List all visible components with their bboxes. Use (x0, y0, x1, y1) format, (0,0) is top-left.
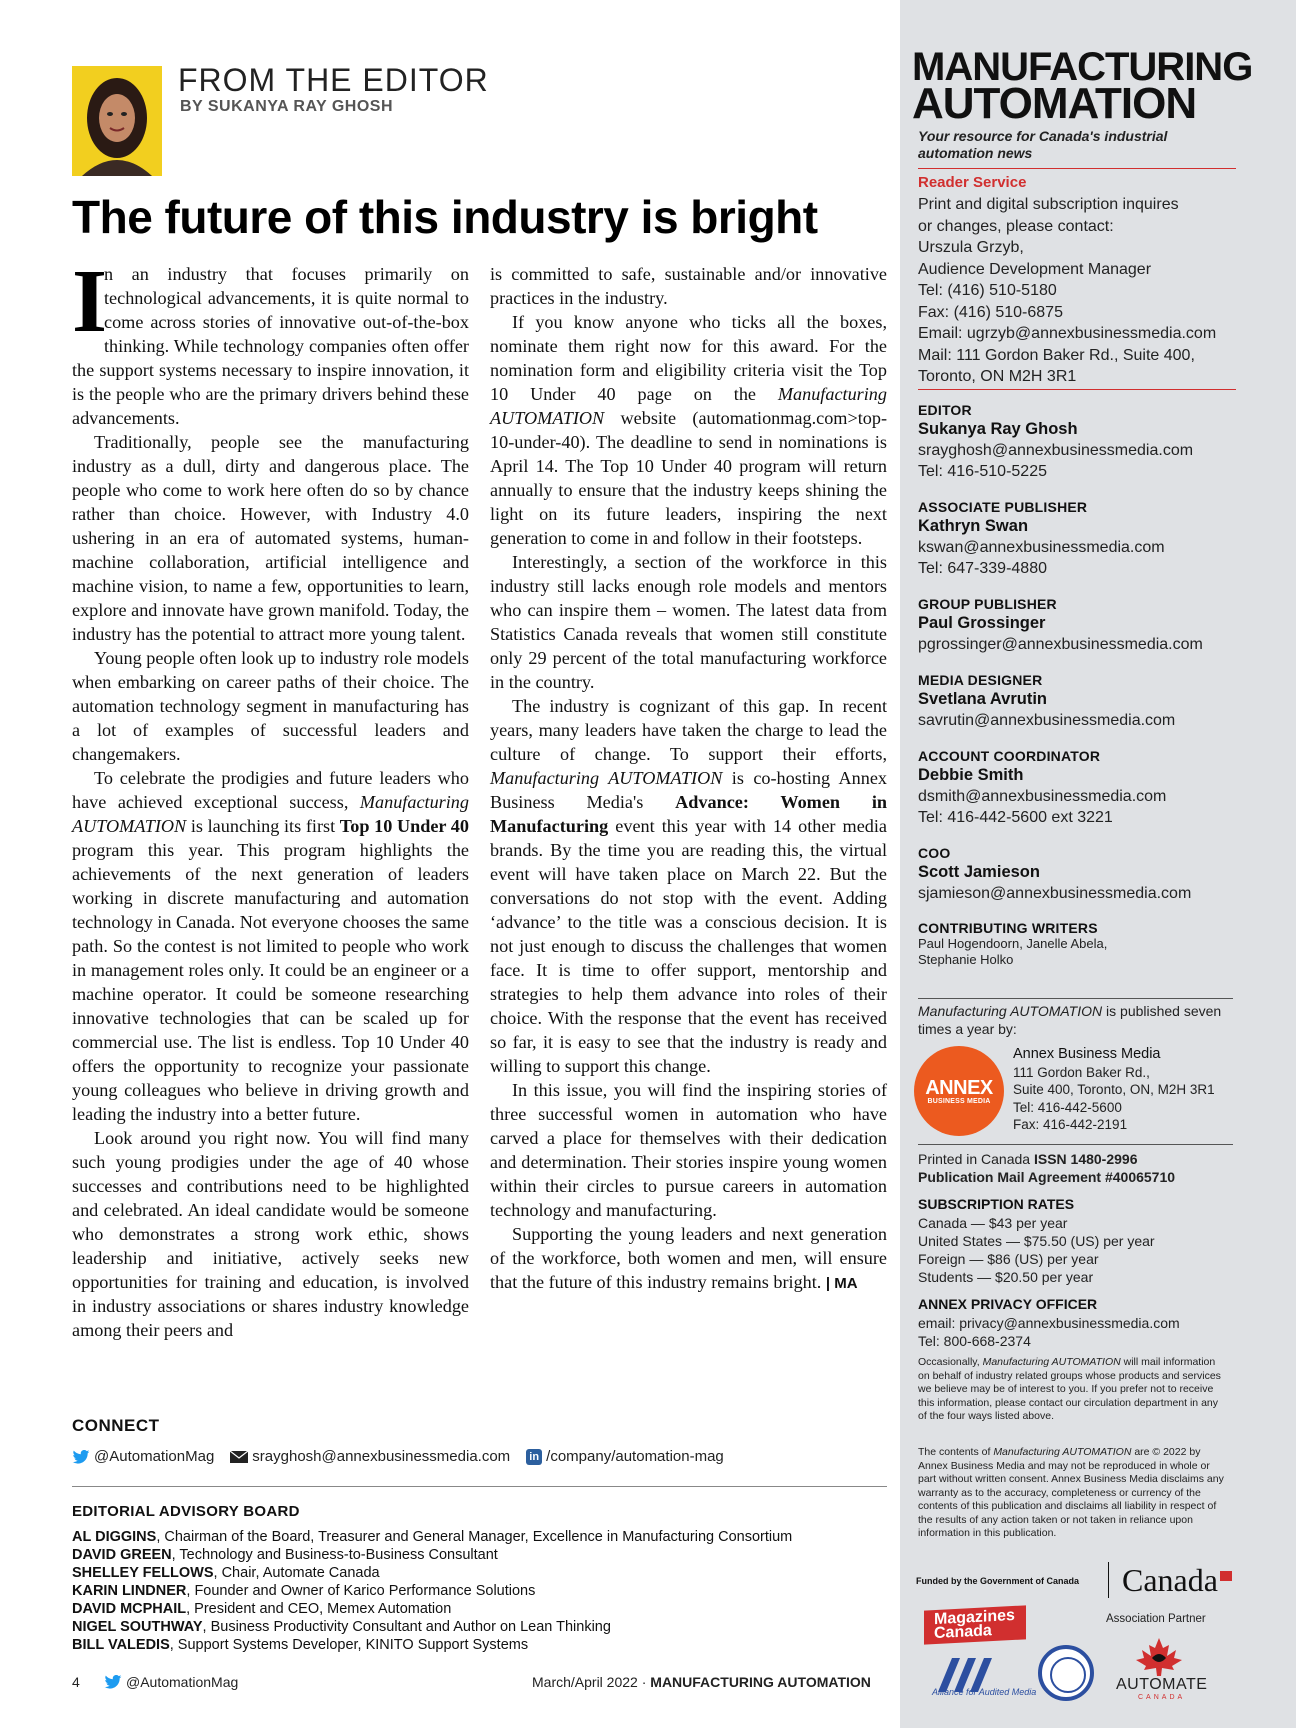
article-paragraph (490, 1222, 887, 1296)
canada-wordmark: Canada (1122, 1562, 1218, 1598)
staff-name: Sukanya Ray Ghosh (918, 420, 1078, 438)
print-info (918, 1150, 1175, 1186)
address-line: Tel: 416-442-5600 (1013, 1099, 1122, 1115)
address-line: 111 Gordon Baker Rd., (1013, 1064, 1150, 1080)
member-role: , Chair, Automate Canada (213, 1565, 380, 1581)
text-line: Fax: (416) 510-6875 (918, 303, 1063, 321)
staff-name: Scott Jamieson (918, 863, 1040, 881)
page-number: 4 (72, 1674, 80, 1690)
staff-role: CONTRIBUTING WRITERS (918, 920, 1098, 936)
connect-title: CONNECT (72, 1416, 160, 1435)
staff-role: ACCOUNT COORDINATOR (918, 748, 1101, 764)
text-line: Toronto, ON M2H 3R1 (918, 368, 1077, 385)
email-link[interactable] (230, 1448, 510, 1465)
member-role: , Founder and Owner of Karico Performance Solutions (186, 1583, 536, 1599)
staff-name: Paul Grossinger (918, 614, 1046, 632)
publication-name: Manufacturing AUTOMATION (918, 1003, 1103, 1019)
copyright-notice (918, 1446, 1228, 1541)
reader-service-body (918, 194, 1248, 388)
masthead-tagline: Your resource for Canada's industrial automation news (918, 128, 1168, 161)
member-name: SHELLEY FELLOWS (72, 1565, 214, 1581)
staff-email: dsmith@annexbusinessmedia.com (918, 788, 1167, 805)
list-item: Canada — $43 per year (918, 1215, 1068, 1231)
member-name: DAVID MCPHAIL (72, 1601, 187, 1617)
text-line: Mail: 111 Gordon Baker Rd., Suite 400, (918, 346, 1195, 364)
annex-logo-sub: BUSINESS MEDIA (927, 1097, 991, 1105)
footer-twitter-link[interactable] (104, 1674, 238, 1690)
staff-contributing-writers (918, 920, 1258, 968)
association-partner-label: Association Partner (1106, 1613, 1206, 1625)
article-headline: The future of this industry is bright (72, 191, 818, 243)
editor-portrait-icon (72, 66, 162, 176)
published-by (918, 1002, 1248, 1038)
member-name: KARIN LINDNER (72, 1583, 187, 1599)
reader-service-title: Reader Service (918, 174, 1027, 191)
staff-editor (918, 402, 1258, 482)
member-role: , Business Productivity Consultant and Author on Lean Thinking (202, 1619, 611, 1635)
list-item (72, 1618, 792, 1636)
masthead-line: MANUFACTURING (912, 45, 1253, 89)
aam-label: Alliance for Audited Media (932, 1687, 1037, 1697)
list-item (72, 1582, 792, 1600)
twitter-handle: @AutomationMag (94, 1448, 215, 1465)
paragraph-text: website (automationmag.com>top-10-under-40). The deadline to send in nominations is April 14. The Top 10 Under 40 program will return annually to ensure that the industry keeps shining the light on its future leaders, inspiring the next generation to come in and follow in their footsteps. (490, 408, 888, 548)
section-kicker: FROM THE EDITOR (178, 62, 489, 98)
member-name: AL DIGGINS (72, 1529, 157, 1545)
published-text: is published seven times a year by: (918, 1003, 1222, 1037)
privacy-phone: Tel: 800-668-2374 (918, 1333, 1031, 1349)
paragraph-text: If you know anyone who ticks all the boxes, nominate them right now for this award. For the nomination form and eligibility criteria visit the Top 10 Under 40 page on the (490, 312, 887, 404)
text-line: Audience Development Manager (918, 260, 1152, 278)
member-name: BILL VALEDIS (72, 1637, 170, 1653)
member-name: NIGEL SOUTHWAY (72, 1619, 203, 1635)
article-paragraph: Young people often look up to industry role models when embarking on career paths of their choice. The automation technology segment in manufacturing has a lot of examples of successful leaders and changemakers. (72, 648, 470, 764)
accreditation-seal-icon (1038, 1645, 1094, 1701)
twitter-handle: @AutomationMag (126, 1674, 239, 1690)
article-paragraph: Look around you right now. You will find many such young prodigies under the age of 40 whose successes and contributions need to be highlighted and celebrated. An ideal candidate would be someone who demonstrates a strong work ethic, shows leadership and initiative, actively seeks new opportunities for training and education, is involved in industry associations or shares industry knowledge among their peers and (72, 1128, 469, 1340)
maple-leaf-icon (1134, 1636, 1184, 1678)
list-item: United States — $75.50 (US) per year (918, 1233, 1155, 1249)
article-paragraph: In this issue, you will find the inspiring stories of three successful women in automation who have carved a place for themselves with their dedication and determination. Their stories inspire young women within their circles to pursue careers in automation technology and manufacturing. (490, 1080, 887, 1220)
address-line: Fax: 416-442-2191 (1013, 1117, 1128, 1132)
staff-email: kswan@annexbusinessmedia.com (918, 539, 1165, 556)
paragraph-text: n an industry that focuses primarily on technological advancements, it is quite normal to come across stories of innovative out-of-the-box thinking. While technology companies often offer the support systems necessary to inspire innovation, it is the people who are the primary drivers behind these advancements. (72, 264, 469, 428)
automate-canada-logo: AUTOMATE (1116, 1676, 1208, 1693)
staff-phone: Tel: 416-442-5600 ext 3221 (918, 809, 1113, 826)
divider (918, 389, 1236, 390)
list-item (72, 1600, 792, 1618)
divider (72, 1486, 887, 1487)
text-line: Email: ugrzyb@annexbusinessmedia.com (918, 325, 1217, 342)
issue-date: March/April 2022 · (532, 1674, 647, 1690)
member-role: , Chairman of the Board, Treasurer and General Manager, Excellence in Manufacturing Consortium (156, 1529, 793, 1545)
article-column-right (490, 262, 887, 1296)
article-paragraph (72, 252, 469, 430)
article-paragraph (490, 310, 887, 550)
magazine-name: MANUFACTURING AUTOMATION (650, 1674, 871, 1690)
paragraph-text: The industry is cognizant of this gap. In recent years, many leaders have taken the charge to lead the culture of change. To support their efforts, (490, 696, 887, 764)
publication-name: Manufacturing AUTOMATION (72, 792, 469, 836)
staff-email: sjamieson@annexbusinessmedia.com (918, 885, 1192, 902)
publication-name: Manufacturing AUTOMATION (993, 1446, 1132, 1458)
writers-line: Paul Hogendoorn, Janelle Abela, (918, 936, 1108, 951)
subscription-title: SUBSCRIPTION RATES (918, 1196, 1075, 1212)
twitter-icon (104, 1675, 122, 1689)
program-name: Top 10 Under 40 (339, 816, 469, 836)
byline: BY SUKANYA RAY GHOSH (180, 98, 394, 115)
connect-row (72, 1448, 724, 1465)
address-line: Suite 400, Toronto, ON, M2H 3R1 (1013, 1082, 1215, 1097)
divider (918, 998, 1233, 999)
masthead-line: AUTOMATION (912, 79, 1197, 128)
staff-phone: Tel: 647-339-4880 (918, 560, 1047, 577)
paragraph-text: event this year with 14 other media brands. By the time you are reading this, the virtual event will have taken place on March 22. But the conversations do not stop with the event. Adding ‘advance’ to the title was a conscious decision. It is not just enough to discuss the challenges that women face. It is time to offer support, mentorship and strategies to help them advance into roles of their choice. With the response that the event has received so far, it is easy to see that the industry is ready and willing to support this change. (490, 816, 888, 1076)
mailing-notice (918, 1356, 1228, 1424)
article-paragraph: Traditionally, people see the manufacturing industry as a dull, dirty and dangerous place. The people who come to work here often do so by chance rather than choice. However, with Industry 4.0 ushering in an era of automated systems, human-machine collaboration, artificial intelligence and machine vision, to name a few, opportunities to learn, explore and innovate have grown manifold. Today, the industry has the potential to attract more young talent. (72, 432, 469, 644)
paragraph-text: Supporting the young leaders and next generation of the workforce, both women and men, will ensure that the future of this industry remains bright. (490, 1224, 887, 1292)
staff-account-coordinator (918, 748, 1258, 828)
notice-text: will mail information on behalf of industry related groups whose products and services we believe may be of interest to you. If you prefer not to receive this information, please contact our circulation department in any of the four ways listed above. (918, 1356, 1221, 1422)
twitter-link[interactable] (72, 1448, 214, 1465)
list-item (72, 1564, 792, 1582)
canada-flag-icon (1220, 1571, 1232, 1581)
staff-associate-publisher (918, 499, 1258, 579)
staff-role: COO (918, 845, 951, 861)
staff-role: ASSOCIATE PUBLISHER (918, 499, 1088, 515)
masthead-logo (912, 45, 1253, 128)
article-paragraph: Interestingly, a section of the workforce in this industry still lacks enough role models and mentors who can inspire them – women. The latest data from Statistics Canada reveals that women still constitute only 29 percent of the total manufacturing workforce in the country. (490, 552, 887, 692)
staff-group-publisher (918, 596, 1258, 655)
event-name: Advance: Women in Manufacturing (490, 792, 888, 836)
notice-text: The contents of (918, 1446, 991, 1458)
advisory-board-title: EDITORIAL ADVISORY BOARD (72, 1503, 300, 1520)
list-item (72, 1636, 792, 1654)
staff-email: savrutin@annexbusinessmedia.com (918, 712, 1176, 729)
member-role: , Support Systems Developer, KINITO Support Systems (169, 1637, 529, 1653)
email-address: srayghosh@annexbusinessmedia.com (252, 1448, 511, 1465)
article-column-left (72, 252, 470, 1342)
staff-role: EDITOR (918, 402, 972, 418)
staff-name: Kathryn Swan (918, 517, 1029, 535)
automate-canada-sub: CANADA (1138, 1694, 1186, 1701)
divider (918, 168, 1236, 169)
issn: ISSN 1480-2996 (1033, 1151, 1138, 1167)
list-item (72, 1528, 792, 1546)
staff-role: GROUP PUBLISHER (918, 596, 1057, 612)
publication-name: Manufacturing AUTOMATION (490, 768, 723, 788)
notice-text: Occasionally, (918, 1356, 980, 1368)
staff-phone: Tel: 416-510-5225 (918, 463, 1047, 480)
article-paragraph (72, 766, 469, 1126)
member-name: DAVID GREEN (72, 1547, 172, 1563)
privacy-email: email: privacy@annexbusinessmedia.com (918, 1315, 1180, 1331)
article-paragraph: is committed to safe, sustainable and/or innovative practices in the industry. (490, 264, 887, 308)
member-role: , Technology and Business-to-Business Consultant (171, 1547, 498, 1563)
company-name: Annex Business Media (1013, 1046, 1161, 1062)
mail-agreement: Publication Mail Agreement #40065710 (918, 1169, 1176, 1185)
linkedin-icon: in (526, 1449, 542, 1465)
text-line: Print and digital subscription inquires (918, 196, 1179, 213)
linkedin-path: /company/automation-mag (546, 1448, 724, 1465)
privacy-contact (918, 1314, 1180, 1350)
privacy-title: ANNEX PRIVACY OFFICER (918, 1296, 1098, 1312)
funded-by: Funded by the Government of Canada (916, 1576, 1080, 1586)
staff-name: Svetlana Avrutin (918, 690, 1047, 708)
text-line: Urszula Grzyb, (918, 239, 1024, 256)
notice-text: are © 2022 by Annex Business Media and may not be reproduced in whole or part without written consent. Annex Business Media disclaims any warranty as to the accuracy, completeness or currency of the contents of this publication and disclaims all liability in respect of the results of any action taken or not taken in reliance upon information in this publication. (918, 1446, 1224, 1539)
publication-name: Manufacturing AUTOMATION (982, 1356, 1121, 1368)
publication-name: Manufacturing AUTOMATION (490, 384, 887, 428)
writers-line: Stephanie Holko (918, 952, 1014, 967)
masthead-sidebar (900, 0, 1296, 1728)
list-item: Foreign — $86 (US) per year (918, 1251, 1099, 1267)
annex-address (1013, 1046, 1215, 1134)
paragraph-text: is launching its first (190, 816, 336, 836)
advisory-board-list (72, 1528, 792, 1654)
paragraph-text: To celebrate the prodigies and future leaders who have achieved exceptional success, (72, 768, 469, 812)
list-item (72, 1546, 792, 1564)
mail-icon (230, 1451, 248, 1463)
staff-name: Debbie Smith (918, 766, 1024, 784)
text-line: or changes, please contact: (918, 217, 1114, 235)
paragraph-text: program this year. This program highlights the achievements of the next generation of leaders working in discrete manufacturing and automation technology in Canada. Not everyone chooses the same path. So the contest is not limited to people who work in management roles only. It could be an engineer or a machine operator. It could be someone researching innovative technologies that can be scaled up for commercial use. The list is endless. Top 10 Under 40 offers the opportunity to recognize your passionate young colleagues who believe in driving growth and leading the industry into a better future. (72, 840, 469, 1124)
twitter-icon (72, 1450, 90, 1464)
staff-media-designer (918, 672, 1258, 731)
paragraph-text: is co-hosting Annex Business Media's (490, 768, 887, 812)
linkedin-link[interactable] (526, 1448, 724, 1465)
signature-mark: | MA (825, 1275, 858, 1292)
list-item: Students — $20.50 per year (918, 1269, 1094, 1285)
annex-logo-word: ANNEX (925, 1076, 993, 1099)
magazines-canada-logo: Magazines Canada (924, 1605, 1026, 1644)
article-paragraph (490, 694, 887, 1078)
editor-photo (72, 66, 162, 176)
printed-label: Printed in Canada (918, 1151, 1031, 1167)
text-line: Tel: (416) 510-5180 (918, 282, 1057, 299)
staff-role: MEDIA DESIGNER (918, 672, 1043, 688)
member-role: , President and CEO, Memex Automation (186, 1601, 452, 1617)
divider (918, 1144, 1233, 1145)
staff-email: srayghosh@annexbusinessmedia.com (918, 442, 1194, 459)
footer-issue (532, 1674, 871, 1690)
divider (1108, 1562, 1109, 1598)
drop-cap: I (72, 252, 108, 351)
subscription-rates (918, 1214, 1155, 1286)
staff-coo (918, 845, 1258, 904)
staff-email: pgrossinger@annexbusinessmedia.com (918, 636, 1203, 653)
annex-logo (914, 1046, 1004, 1136)
